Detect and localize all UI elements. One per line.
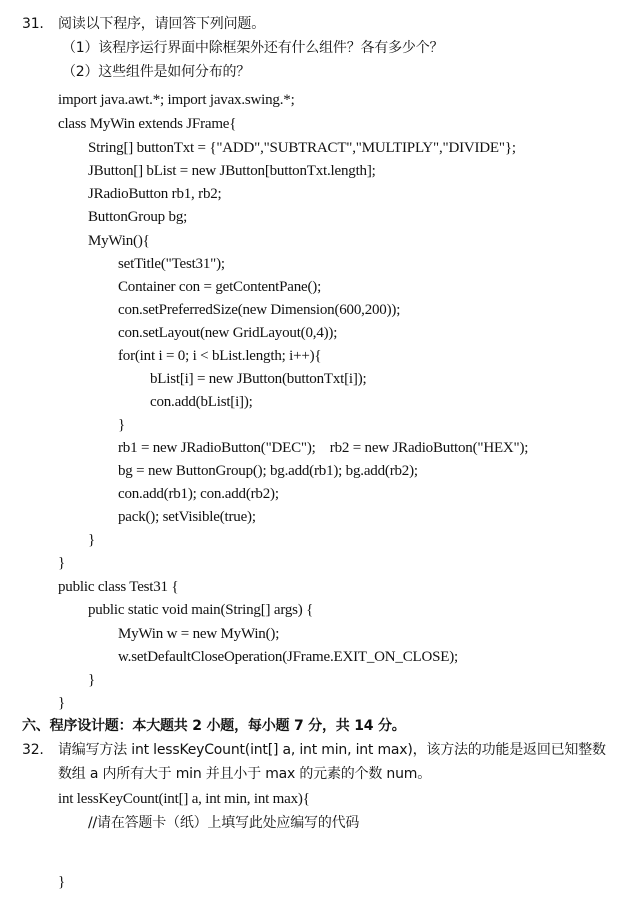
code-line: con.add(bList[i]); [150,394,253,410]
code-line: pack(); setVisible(true); [118,509,256,525]
code-line: public static void main(String[] args) { [88,602,314,618]
code-line: bg = new ButtonGroup(); bg.add(rb1); bg.add(rb2); [118,463,418,479]
code-line: setTitle("Test31"); [118,256,225,272]
code-line: String[] buttonTxt = {"ADD","SUBTRACT","MULTIPLY","DIVIDE"}; [88,140,516,156]
question-32-prompt-line-2: 数组 a 内所有大于 min 并且小于 max 的元素的个数 num。 [58,766,432,782]
code-line: bList[i] = new JButton(buttonTxt[i]); [150,371,367,387]
code-line: Container con = getContentPane(); [118,279,322,295]
code-line: con.setPreferredSize(new Dimension(600,200)); [118,302,401,318]
code-line: ButtonGroup bg; [88,209,188,225]
code-line: rb1 = new JRadioButton("DEC"); rb2 = new JRadioButton("HEX"); [118,440,529,456]
code-line: con.setLayout(new GridLayout(0,4)); [118,325,338,341]
code-line: } [58,874,65,890]
question-32-number: 32. [22,742,44,758]
code-line: con.add(rb1); con.add(rb2); [118,486,279,502]
question-31-number: 31. [22,16,44,32]
code-line: MyWin w = new MyWin(); [118,626,280,642]
section-6-heading: 六、程序设计题：本大题共 2 小题，每小题 7 分，共 14 分。 [22,718,406,734]
question-32-prompt-line-1: 请编写方法 int lessKeyCount(int[] a, int min, int max)，该方法的功能是返回已知整数 [58,742,606,758]
code-line: class MyWin extends JFrame{ [58,116,237,132]
code-line: } [118,417,125,433]
code-line: JButton[] bList = new JButton[buttonTxt.length]; [88,163,376,179]
question-31-subquestion-2: （2）这些组件是如何分布的？ [62,64,251,80]
question-31-subquestion-1: （1）该程序运行界面中除框架外还有什么组件？各有多少个？ [62,40,444,56]
code-line: } [88,532,95,548]
code-line: } [88,672,95,688]
code-line: for(int i = 0; i < bList.length; i++){ [118,348,322,364]
code-line: MyWin(){ [88,233,150,249]
code-comment: //请在答题卡（纸）上填写此处应编写的代码 [88,815,360,831]
code-line: JRadioButton rb1, rb2; [88,186,222,202]
code-line: } [58,555,65,571]
code-line: w.setDefaultCloseOperation(JFrame.EXIT_ON_CLOSE); [118,649,458,665]
code-line: } [58,695,65,711]
code-line: int lessKeyCount(int[] a, int min, int max){ [58,791,310,807]
code-line: import java.awt.*; import javax.swing.*; [58,92,295,108]
code-line: public class Test31 { [58,579,179,595]
question-31-prompt: 阅读以下程序，请回答下列问题。 [58,16,265,32]
